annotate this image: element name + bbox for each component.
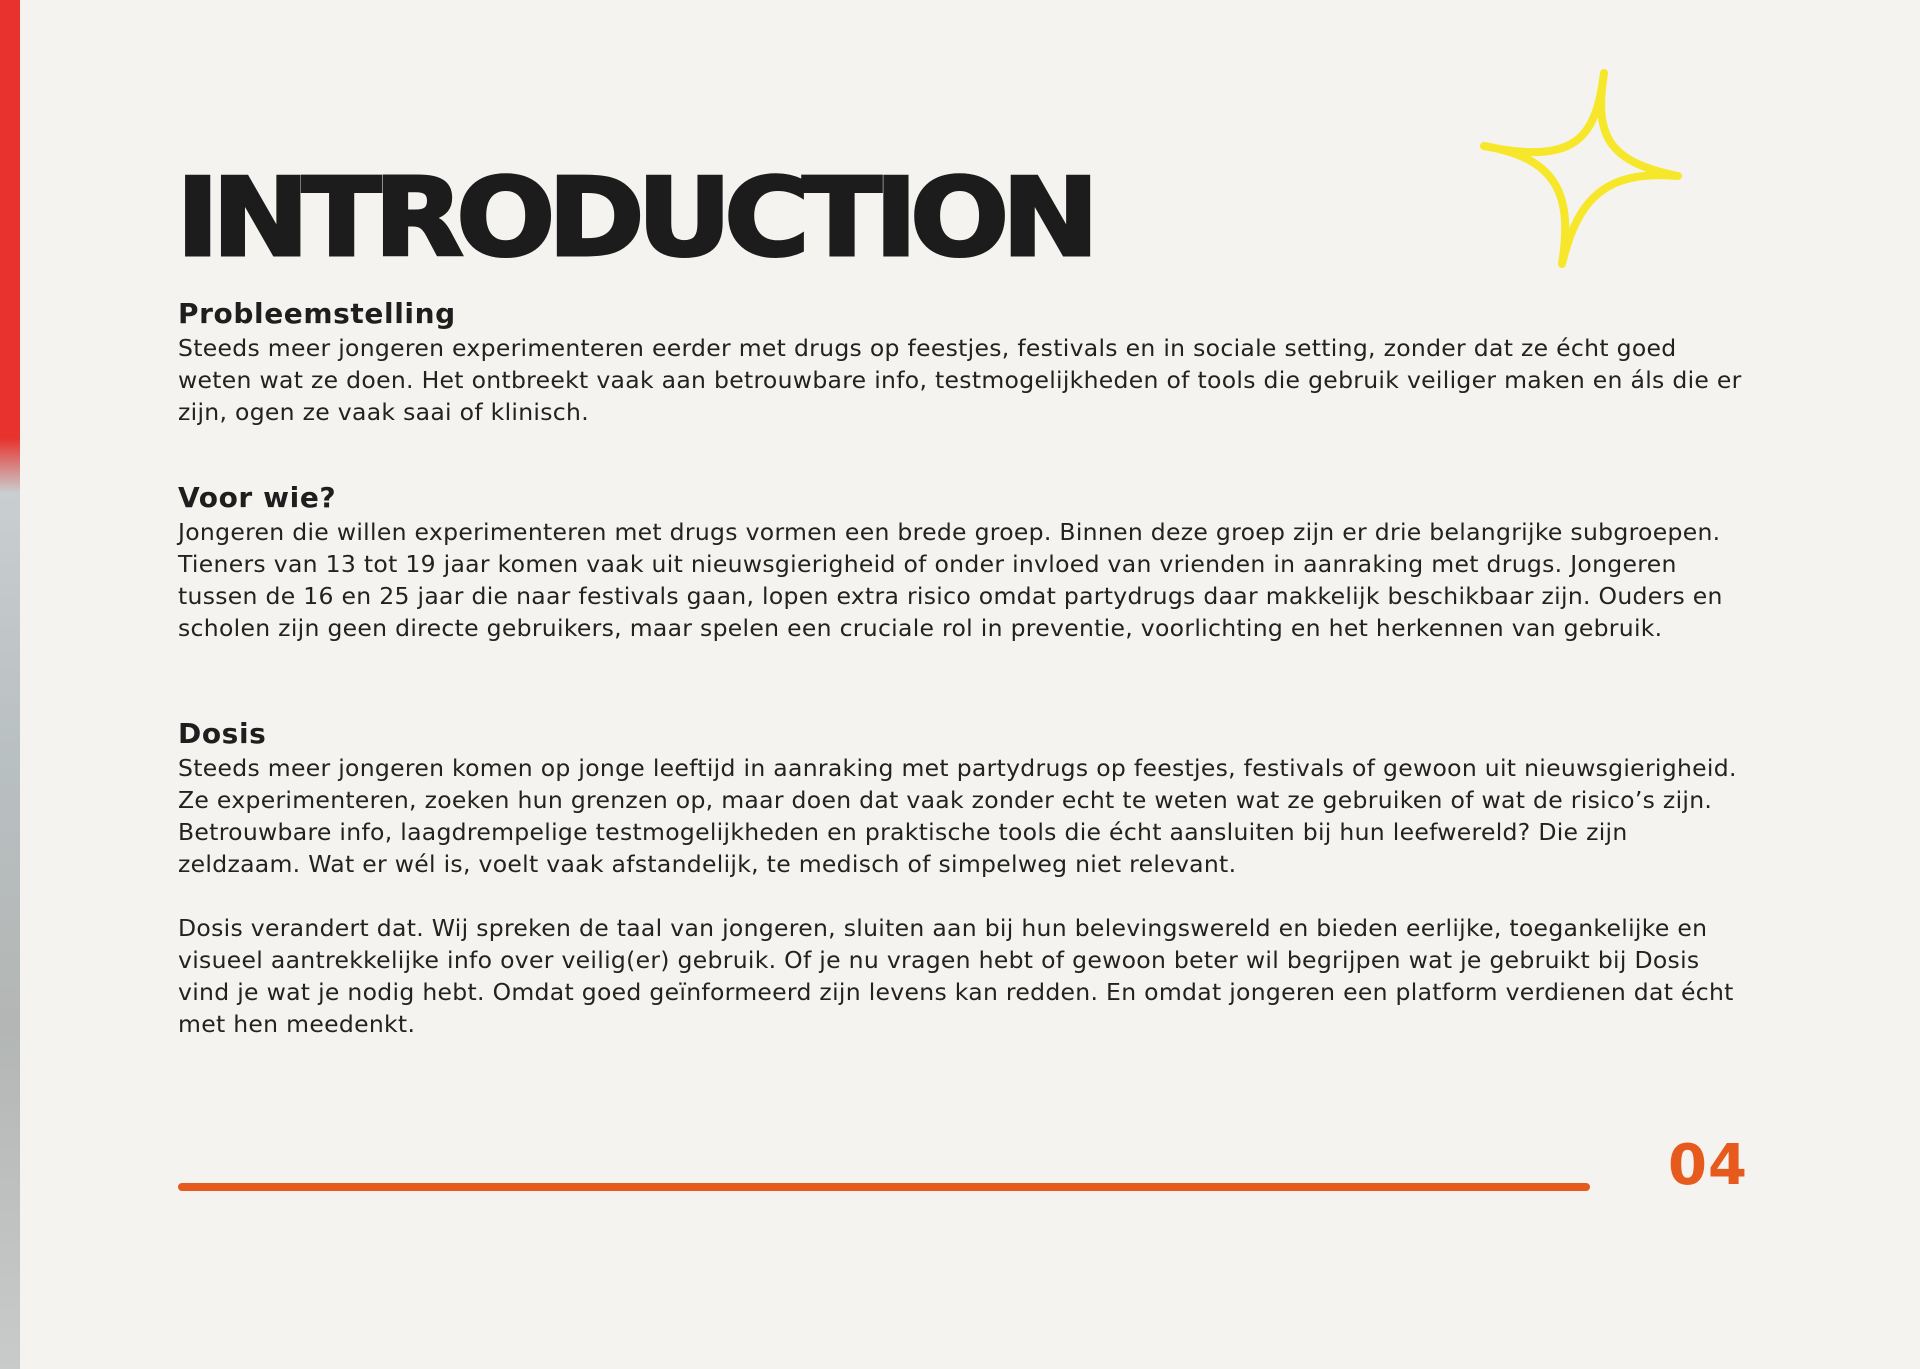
section-dosis [178,716,1748,1040]
section-probleemstelling [178,296,1748,428]
section-paragraph: Jongeren die willen experimenteren met drugs vormen een brede groep. Binnen deze groep zijn er drie belangrijke subgroepen. Tieners van 13 tot 19 jaar komen vaak uit nieuwsgierigheid of onder invloed van vrienden in aanraking met drugs. Jongeren tussen de 16 en 25 jaar die naar festivals gaan, lopen extra risico omdat partydrugs daar makkelijk beschikbaar zijn. Ouders en scholen zijn geen directe gebruikers, maar spelen een cruciale rol in preventie, voorlichting en het herkennen van gebruik. [178,518,1723,642]
section-paragraph: Dosis verandert dat. Wij spreken de taal van jongeren, sluiten aan bij hun belevingswereld en bieden eerlijke, toegankelijke en visueel aantrekkelijke info over veilig(er) gebruik. Of je nu vragen hebt of gewoon beter wil begrijpen wat je gebruikt bij Dosis vind je wat je nodig hebt. Omdat goed geïnformeerd zijn levens kan redden. En omdat jongeren een platform verdienen dat écht met hen meedenkt. [178,914,1734,1038]
section-voor-wie [178,480,1748,644]
section-paragraph: Steeds meer jongeren komen op jonge leeftijd in aanraking met partydrugs op feestjes, festivals of gewoon uit nieuwsgierigheid. Ze experimenteren, zoeken hun grenzen op, maar doen dat vaak zonder echt te weten wat ze gebruiken of wat de risico’s zijn. Betrouwbare info, laagdrempelige testmogelijkheden en praktische tools die écht aansluiten bij hun leefwereld? Die zijn zeldzaam. Wat er wél is, voelt vaak afstandelijk, te medisch of simpelweg niet relevant. [178,754,1737,878]
left-edge-photo-strip [0,0,20,1369]
section-paragraph: Steeds meer jongeren experimenteren eerder met drugs op feestjes, festivals en in sociale setting, zonder dat ze écht goed weten wat ze doen. Het ontbreekt vaak aan betrouwbare info, testmogelijkheden of tools die gebruik veiliger maken en áls die er zijn, ogen ze vaak saai of klinisch. [178,334,1742,426]
four-point-star-icon [1478,66,1684,270]
section-heading: Dosis [178,717,267,750]
page-number: 04 [1668,1133,1748,1198]
footer-divider-line [178,1183,1590,1191]
section-heading: Probleemstelling [178,297,456,330]
section-heading: Voor wie? [178,481,337,514]
page-title: INTRODUCTION [176,156,1092,281]
